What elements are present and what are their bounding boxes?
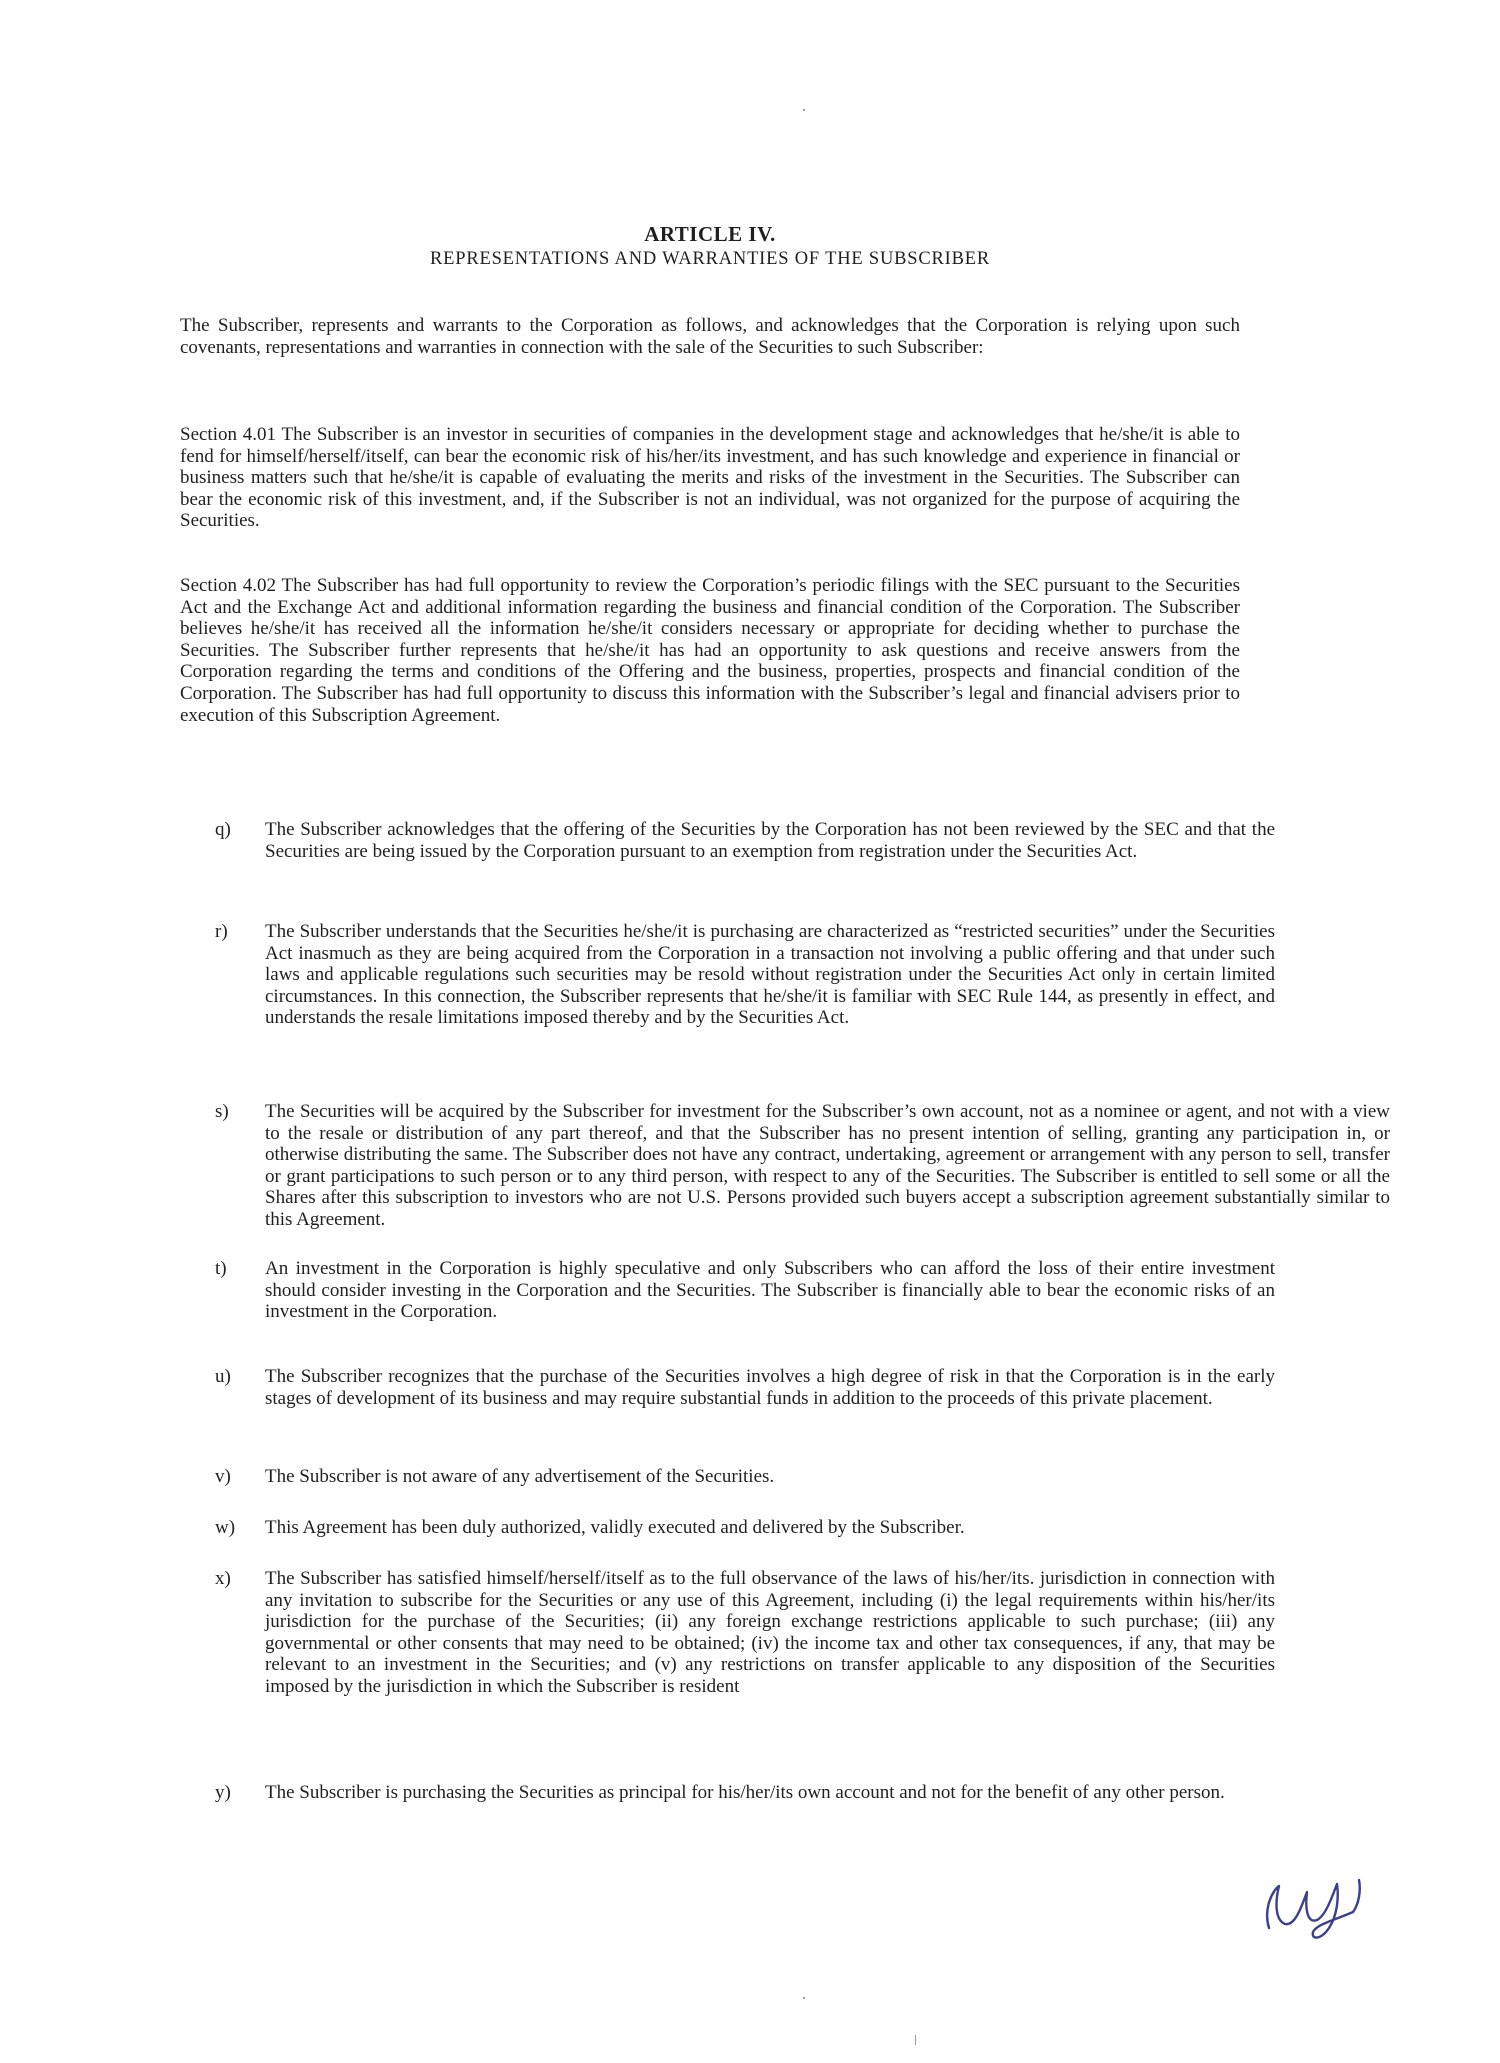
section-4-02-paragraph: Section 4.02 The Subscriber has had full opportunity to review the Corporation’s periodic filings with the SEC pursuant to the Securities Act and the Exchange Act and additional information regarding the business and financial condition of the Corporation. The Subscriber believes he/she/it has received all the information he/she/it considers necessary or appropriate for deciding whether to purchase the Securities. The Subscriber further represents that he/she/it has had an opportunity to ask questions and receive answers from the Corporation regarding the terms and conditions of the Offering and the business, properties, prospects and financial condition of the Corporation. The Subscriber has had full opportunity to discuss this information with the Subscriber’s legal and financial advisers prior to execution of this Subscription Agreement. bbox=[180, 575, 1240, 726]
scan-speck bbox=[803, 1997, 805, 1999]
list-item-label: v) bbox=[215, 1466, 231, 1487]
list-item-label: r) bbox=[215, 921, 228, 942]
list-item-text: The Subscriber recognizes that the purchase of the Securities involves a high degree of risk in that the Corporation is in the early stages of development of its business and may require substantial funds in addition to the proceeds of this private placement. bbox=[265, 1366, 1275, 1409]
list-item-text: The Subscriber understands that the Securities he/she/it is purchasing are characterized as “restricted securities” under the Securities Act inasmuch as they are being acquired from the Corporation in a transaction not involving a public offering and that under such laws and applicable regulations such securities may be resold without registration under the Securities Act only in certain limited circumstances. In this connection, the Subscriber represents that he/she/it is familiar with SEC Rule 144, as presently in effect, and understands the resale limitations imposed thereby and by the Securities Act. bbox=[265, 921, 1275, 1029]
list-item-text: The Subscriber is purchasing the Securities as principal for his/her/its own account and not for the benefit of any other person. bbox=[265, 1782, 1225, 1803]
list-item-label: y) bbox=[215, 1782, 231, 1803]
section-4-01-paragraph: Section 4.01 The Subscriber is an investor in securities of companies in the development stage and acknowledges that he/she/it is able to fend for himself/herself/itself, can bear the economic risk of his/her/its investment, and has such knowledge and experience in financial or business matters such that he/she/it is capable of evaluating the merits and risks of the investment in the Securities. The Subscriber can bear the economic risk of this investment, and, if the Subscriber is not an individual, was not organized for the purpose of acquiring the Securities. bbox=[180, 424, 1240, 532]
handwritten-initials-icon bbox=[1255, 1868, 1375, 1948]
article-title: ARTICLE IV. bbox=[644, 222, 776, 246]
list-item-label: t) bbox=[215, 1258, 227, 1279]
list-item-text: This Agreement has been duly authorized, validly executed and delivered by the Subscriber. bbox=[265, 1517, 965, 1538]
list-item-text: The Securities will be acquired by the Subscriber for investment for the Subscriber’s own account, not as a nominee or agent, and not with a view to the resale or distribution of any part thereof, and that the Subscriber has no present intention of selling, granting any participation in, or otherwise distributing the same. The Subscriber does not have any contract, undertaking, agreement or arrangement with any person to sell, transfer or grant participations to such person or to any third person, with respect to any of the Securities. The Subscriber is entitled to sell some or all the Shares after this subscription to investors who are not U.S. Persons provided such buyers accept a subscription agreement substantially similar to this Agreement. bbox=[265, 1101, 1390, 1230]
list-item-text: The Subscriber is not aware of any advertisement of the Securities. bbox=[265, 1466, 775, 1487]
scan-speck bbox=[915, 2035, 916, 2045]
list-item-label: x) bbox=[215, 1568, 231, 1589]
list-item-text: The Subscriber acknowledges that the offering of the Securities by the Corporation has not been reviewed by the SEC and that the Securities are being issued by the Corporation pursuant to an exemption from registration under the Securities Act. bbox=[265, 819, 1275, 862]
list-item-label: q) bbox=[215, 819, 231, 840]
list-item-label: s) bbox=[215, 1101, 229, 1122]
list-item-text: The Subscriber has satisfied himself/herself/itself as to the full observance of the laws of his/her/its. jurisdiction in connection with any invitation to subscribe for the Securities or any use of this Agreement, including (i) the legal requirements within his/her/its jurisdiction for the purchase of the Securities; (ii) any foreign exchange restrictions applicable to such purchase; (iii) any governmental or other consents that may need to be obtained; (iv) the income tax and other tax consequences, if any, that may be relevant to an investment in the Securities; and (v) any restrictions on transfer applicable to any disposition of the Securities imposed by the jurisdiction in which the Subscriber is resident bbox=[265, 1568, 1275, 1697]
scan-speck bbox=[803, 109, 805, 111]
list-item-label: u) bbox=[215, 1366, 231, 1387]
article-subtitle: REPRESENTATIONS AND WARRANTIES OF THE SUBSCRIBER bbox=[430, 249, 990, 269]
list-item-text: An investment in the Corporation is highly speculative and only Subscribers who can afford the loss of their entire investment should consider investing in the Corporation and the Securities. The Subscriber is financially able to bear the economic risks of an investment in the Corporation. bbox=[265, 1258, 1275, 1323]
intro-paragraph: The Subscriber, represents and warrants to the Corporation as follows, and acknowledges that the Corporation is relying upon such covenants, representations and warranties in connection with the sale of the Securities to such Subscriber: bbox=[180, 315, 1240, 358]
list-item-label: w) bbox=[215, 1517, 236, 1538]
